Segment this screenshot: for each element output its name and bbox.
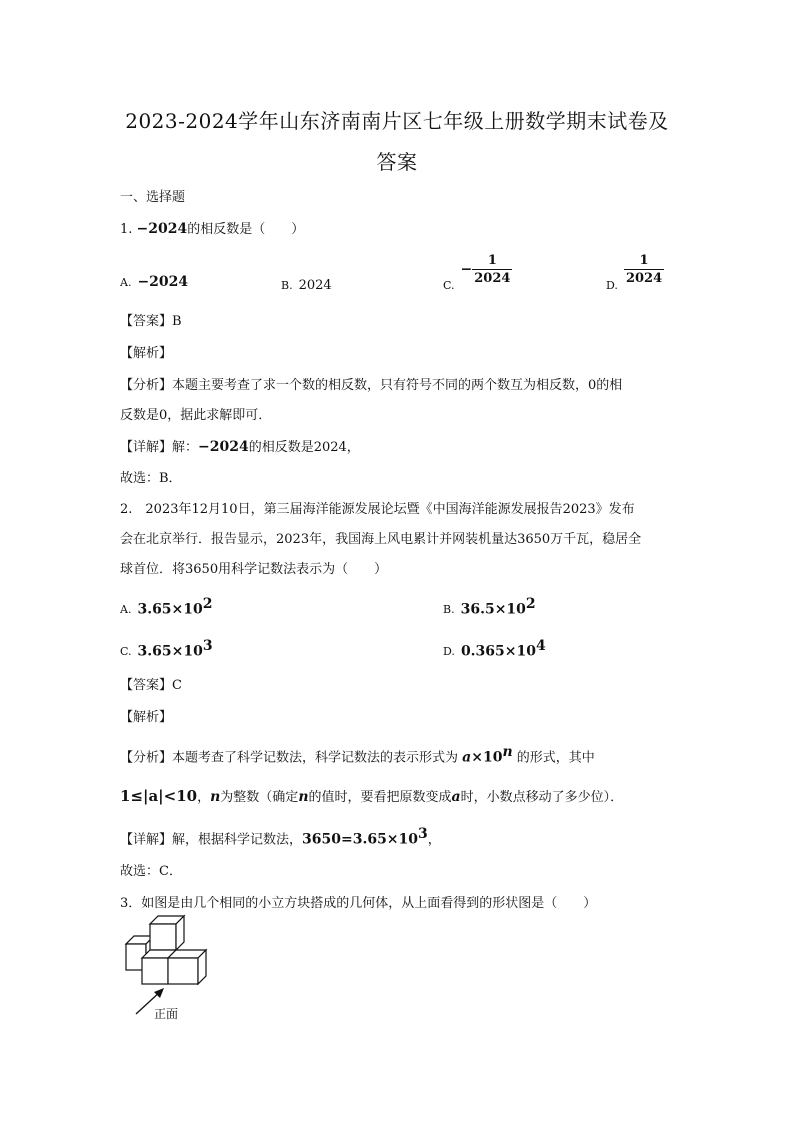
document-title-line2: 答案 — [376, 150, 418, 174]
q1-analysis-head: 【解析】 — [120, 346, 173, 361]
q3-stem: 3．如图是由几个相同的小立方块搭成的几何体，从上面看得到的形状图是（ ） — [120, 896, 597, 911]
q1-math: −2024 — [136, 221, 188, 237]
fraction: $\frac{1}{2024}$ — [625, 253, 663, 286]
fraction: $\frac{1}{2024}$ — [474, 253, 511, 286]
q1-choose: 故选：B． — [120, 471, 182, 486]
q1-option-a: A. −2024 — [120, 274, 189, 290]
q2-answer: 【答案】C — [120, 678, 182, 693]
q1-detail: 【详解】解：−2024的相反数是2024， — [120, 439, 360, 455]
q2-option-d: D. $0.365\times 10^4$ — [443, 638, 546, 660]
q2-analysis-line2: 1≤|a|<10，n为整数（确定n的值时，要看把原数变成a时，小数点移动了多少位）． — [120, 787, 624, 805]
q1-analysis-line2: 反数是0，据此求解即可． — [120, 408, 272, 423]
q2-analysis-line1: 【分析】本题考查了科学记数法，科学记数法的表示形式为 $a\times 10^n$ 的形式，其中 — [120, 744, 595, 766]
q1-answer: 【答案】B — [120, 314, 182, 329]
q1-option-b: B. 2024 — [281, 278, 332, 293]
q1-option-d: $_{D.}$ $\frac{1}{2024}$ — [606, 253, 663, 292]
cube-stack-figure — [116, 914, 226, 1024]
q2-option-a: A. $3.65\times 10^2$ — [120, 596, 213, 618]
q2-stem-line3: 球首位．将3650用科学记数法表示为（ ） — [120, 562, 388, 577]
q1-stem — [120, 218, 304, 237]
section-heading: 一、选择题 — [120, 190, 186, 205]
q1-stem-text: 的相反数是（ ） — [187, 222, 305, 237]
q2-stem-line1: 2. 2023年12月10日，第三届海洋能源发展论坛暨《中国海洋能源发展报告2023》发布 — [120, 502, 635, 517]
q2-detail: 【详解】解，根据科学记数法，$3650=3.65\times 10^3$， — [120, 826, 441, 848]
q2-option-c: C. $3.65\times 10^3$ — [120, 638, 213, 660]
document-title-line1: 2023-2024学年山东济南南片区七年级上册数学期末试卷及 — [125, 109, 669, 133]
q2-stem-line2: 会在北京举行．报告显示，2023年，我国海上风电累计并网装机量达3650万千瓦，稳居全 — [120, 532, 642, 547]
q1-number: 1. — [120, 222, 133, 237]
q2-option-b: B. $36.5\times 10^2$ — [443, 596, 536, 618]
figure-label: 正面 — [154, 1007, 179, 1021]
q1-analysis-line1: 【分析】本题主要考查了求一个数的相反数，只有符号不同的两个数互为相反数，0的相 — [120, 378, 623, 393]
q1-option-c: $_{C.}$− $\frac{1}{2024}$ — [443, 253, 511, 292]
q2-analysis-head: 【解析】 — [120, 710, 173, 725]
q2-choose: 故选：C． — [120, 864, 182, 879]
